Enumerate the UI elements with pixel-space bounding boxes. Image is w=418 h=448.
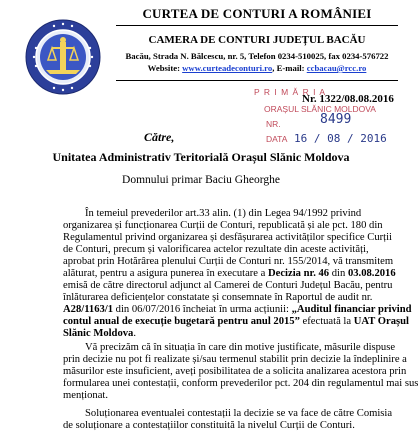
paragraph-line: [63, 220, 395, 232]
text: organizarea și funcționarea Curții de Conturi, republicată și ale pct. 180 din: [63, 220, 383, 231]
website-label: Website:: [147, 63, 180, 73]
text: emisă de către directorul adjunct al Camerei de Conturi Județul Bacău, pentru: [63, 280, 393, 291]
institution-logo: [24, 18, 102, 96]
text: efectuată la: [299, 316, 354, 327]
text: înlăturarea deficiențelor constatate și consemnate în Raportul de audit nr.: [63, 292, 373, 303]
text: din: [329, 268, 348, 279]
paragraph-1: [63, 208, 412, 340]
paragraph-line: Vă precizăm că în situația în care din motive justificate, măsurile dispuse: [85, 342, 396, 353]
paragraph-line: [63, 244, 395, 256]
stamp-nr-value: 8499: [320, 112, 352, 127]
paragraph-line: [63, 304, 412, 316]
text: Regulamentul privind organizarea și desfășurarea activităților specifice Curții: [63, 232, 392, 243]
email-label: , E-mail:: [272, 63, 305, 73]
addressee-label: Către,: [144, 130, 175, 144]
bold-text: Slănic Moldova: [63, 328, 134, 339]
paragraph-line: [63, 268, 395, 280]
header-divider-top: [116, 25, 398, 26]
bold-text: 03.08.2016: [347, 268, 396, 279]
bold-text: „Auditul financiar privind: [291, 304, 412, 315]
stamp-line-2: ORAȘUL SLĂNIC MOLDOVA: [264, 104, 376, 114]
paragraph-3: [63, 408, 395, 432]
text: de Conturi, precum și valorificarea actelor rezultate din aceste activități,: [63, 244, 369, 255]
paragraph-line: prin decizie nu pot fi realizate și/sau termenul stabilit prin decizie la îndeplinire a: [63, 354, 407, 365]
text: alăturat, pentru a asigura punerea în executare a: [63, 268, 268, 279]
stamp-line-1: P R I M Ă R I A: [254, 87, 326, 97]
website-link[interactable]: www.curteadeconturi.ro: [182, 63, 273, 73]
text: din 06/07/2016 încheiat în urma acțiunii:: [113, 304, 292, 315]
contact-line: [116, 63, 398, 73]
paragraph-line: [63, 280, 395, 292]
text: aprobat prin Hotărârea plenului Curții de Conturi nr. 155/2014, vă transmitem: [63, 256, 394, 267]
text: În temeiul prevederilor art.33 alin. (1) din Legea 94/1992 privind: [85, 208, 362, 219]
paragraph-line: Soluționarea eventualei contestații la decizie se va face de către Comisia: [85, 408, 393, 419]
institution-title: CURTEA DE CONTURI A ROMÂNIEI: [142, 6, 372, 21]
paragraph-line: [63, 316, 409, 328]
seal-icon: [24, 18, 102, 96]
greeting: Domnului primar Baciu Gheorghe: [122, 174, 280, 186]
paragraph-line: de soluționare a contestațiilor constituită la nivelul Curții de Conturi.: [63, 420, 355, 431]
paragraph-line: menționat.: [63, 390, 109, 401]
paragraph-line: măsurilor este insuficient, aveți posibilitatea de a solicita analizarea acestora prin: [63, 366, 407, 377]
registration-number: Nr. 1322/08.08.2016: [302, 93, 394, 105]
recipient-name: Unitatea Administrativ Teritorială Orașul Slănic Moldova: [52, 150, 350, 164]
text: .: [133, 328, 136, 339]
paragraph-line: [63, 292, 395, 304]
paragraph-line: formularea unei contestații, conform prevederilor pct. 204 din regulamentul mai sus: [63, 378, 418, 389]
paragraph-line: [63, 232, 395, 244]
address-line: Bacău, Strada N. Bălcescu, nr. 5, Telefon 0234-510025, fax 0234-576722: [125, 51, 389, 61]
paragraph-line: [63, 328, 395, 340]
chamber-title: CAMERA DE CONTURI JUDEȚUL BACĂU: [148, 34, 366, 46]
bold-text: contul anual de execuție bugetară pentru anul 2015”: [63, 316, 300, 327]
paragraph-2: [63, 342, 418, 402]
stamp-nr-label: NR.: [266, 119, 281, 129]
paragraph-line: [63, 256, 395, 268]
bold-text: Decizia nr. 46: [268, 268, 330, 279]
header-divider-bottom: [116, 80, 398, 81]
stamp-date-label: DATA: [266, 134, 288, 144]
registration-stamp: [250, 82, 400, 144]
email-link[interactable]: ccbacau@rcc.ro: [306, 63, 367, 73]
paragraph-line: [63, 208, 395, 220]
bold-text: UAT Orașul: [353, 316, 409, 327]
stamp-date-value: 16 / 08 / 2016: [294, 132, 387, 145]
bold-text: A28/1163/1: [63, 304, 114, 315]
